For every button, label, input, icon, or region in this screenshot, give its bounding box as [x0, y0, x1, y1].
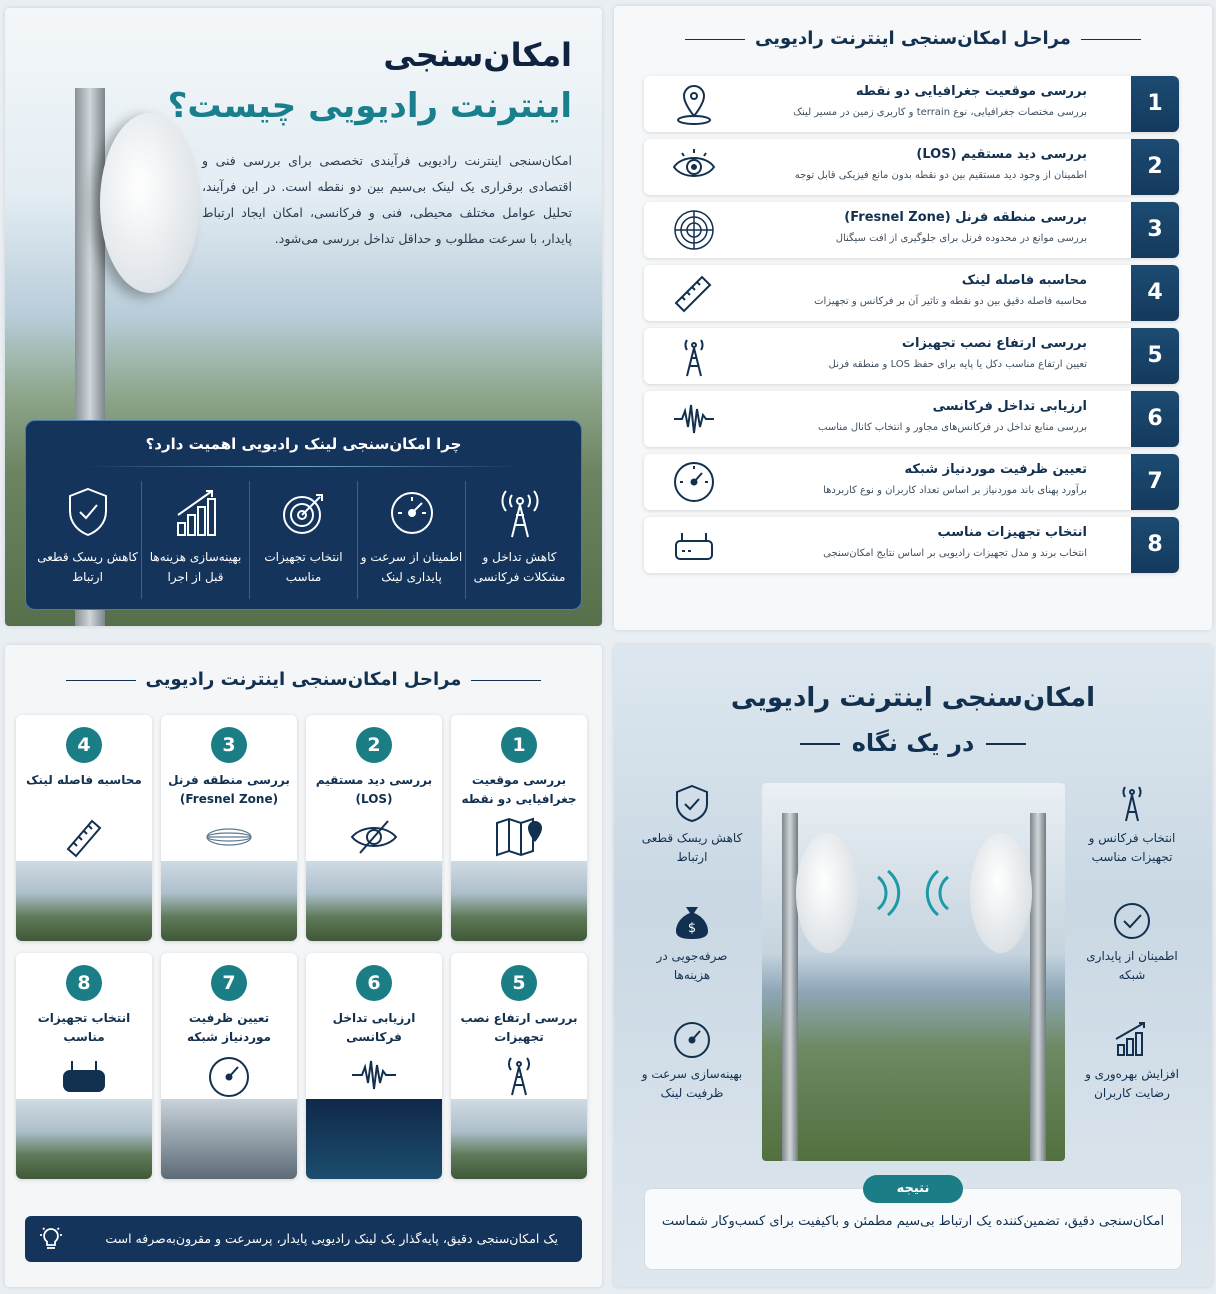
step-title: محاسبه فاصله لینک: [961, 273, 1087, 288]
step-number: 3: [1131, 202, 1179, 258]
card-number: 5: [501, 965, 537, 1001]
summary-banner: [25, 1216, 582, 1262]
card-title: بررسی منطقه فرنل (Fresnel Zone): [168, 773, 290, 806]
equipment-photo: [16, 1099, 152, 1179]
importance-box: [25, 420, 582, 610]
speedometer-icon: [388, 485, 436, 539]
importance-item: [249, 481, 357, 599]
step-card: [161, 953, 297, 1179]
speedometer-icon: [672, 1019, 712, 1059]
target-icon: [280, 485, 328, 539]
importance-item: [357, 481, 465, 599]
card-title: تعیین ظرفیت موردنیاز شبکه: [187, 1011, 271, 1044]
card-number: 2: [356, 727, 392, 763]
step-number: 4: [1131, 265, 1179, 321]
panel-steps-list: [614, 6, 1212, 630]
radio-dish-image: [100, 113, 200, 293]
importance-item: [141, 481, 249, 599]
link-photo: [762, 783, 1065, 1161]
tower-icon: [496, 485, 544, 539]
check-circle-icon: [1112, 901, 1152, 941]
step-row: [644, 517, 1179, 573]
step-row: [644, 265, 1179, 321]
step-card: [161, 715, 297, 941]
importance-label: کاهش تداخل و مشکلات فرکانسی: [473, 550, 566, 584]
step-number: 2: [1131, 139, 1179, 195]
lightbulb-icon: [37, 1225, 65, 1253]
gauge-icon: [205, 1053, 253, 1097]
tower-icon: [1112, 783, 1152, 823]
antenna-pole: [1030, 813, 1046, 1161]
money-bag-icon: [672, 901, 712, 941]
shield-check-icon: [672, 783, 712, 823]
importance-label: کاهش ریسک قطعی ارتباط: [37, 550, 138, 584]
importance-label: انتخاب تجهیزات مناسب: [264, 550, 343, 584]
panel-at-a-glance: [614, 645, 1212, 1287]
step-row: [644, 76, 1179, 132]
step-title: بررسی دید مستقیم (LOS): [916, 147, 1087, 162]
benefit-label: افزایش بهره‌وری و رضایت کاربران: [1085, 1067, 1179, 1100]
step-card: [306, 715, 442, 941]
panel-steps-grid: [5, 645, 602, 1287]
benefit-label: اطمینان از پایداری شبکه: [1086, 949, 1178, 982]
step-desc: برآورد پهنای باند موردنیاز بر اساس تعداد کاربران و نوع کاربردها: [823, 485, 1087, 496]
antenna-pole: [782, 813, 798, 1161]
fresnel-photo: [161, 861, 297, 941]
card-title: انتخاب تجهیزات مناسب: [37, 1011, 131, 1044]
step-title: ارزیابی تداخل فرکانسی: [932, 399, 1087, 414]
map-photo: [451, 861, 587, 941]
step-title: بررسی ارتفاع نصب تجهیزات: [901, 336, 1087, 351]
step-row: [644, 454, 1179, 510]
step-number: 6: [1131, 391, 1179, 447]
steps-grid-title: مراحل امکان‌سنجی اینترنت رادیویی: [5, 669, 602, 690]
waveform-icon: [350, 1053, 398, 1097]
shield-check-icon: [64, 485, 112, 539]
benefit-label: بهینه‌سازی سرعت و ظرفیت لینک: [641, 1067, 743, 1100]
importance-title: چرا امکان‌سنجی لینک رادیویی اهمیت دارد؟: [145, 435, 462, 453]
step-desc: اطمینان از وجود دید مستقیم بین دو نقطه بدون مانع فیزیکی قابل توجه: [794, 170, 1087, 181]
card-title: محاسبه فاصله لینک: [26, 773, 142, 787]
benefit-item: [637, 1019, 747, 1103]
step-desc: بررسی مختصات جغرافیایی، نوع terrain و کاربری زمین در مسیر لینک: [793, 107, 1087, 118]
result-text: امکان‌سنجی دقیق، تضمین‌کننده یک ارتباط بی‌سیم مطمئن و باکیفیت برای کسب‌وکار شماست: [661, 1214, 1165, 1229]
step-title: تعیین ظرفیت موردنیاز شبکه: [904, 462, 1087, 477]
intro-title-line1: امکان‌سنجی: [383, 36, 572, 74]
card-number: 4: [66, 727, 102, 763]
card-number: 3: [211, 727, 247, 763]
step-desc: محاسبه فاصله دقیق بین دو نقطه و تاثیر آن بر فرکانس و تجهیزات: [814, 296, 1087, 307]
importance-label: اطمینان از سرعت و پایداری لینک: [360, 550, 463, 584]
card-title: بررسی ارتفاع نصب تجهیزات: [460, 1011, 578, 1044]
glance-title-line1: امکان‌سنجی اینترنت رادیویی: [730, 683, 1096, 713]
eye-icon: [672, 145, 716, 189]
step-number: 8: [1131, 517, 1179, 573]
eye-icon: [350, 815, 398, 859]
step-card: [451, 715, 587, 941]
step-title: بررسی منطقه فرنل (Fresnel Zone): [844, 210, 1087, 225]
benefit-item: [1077, 901, 1187, 985]
step-number: 1: [1131, 76, 1179, 132]
benefit-item: [1077, 1019, 1187, 1103]
benefit-label: انتخاب فرکانس و تجهیزات مناسب: [1088, 831, 1176, 864]
step-card: [16, 715, 152, 941]
step-row: [644, 139, 1179, 195]
step-row: [644, 328, 1179, 384]
gauge-icon: [672, 460, 716, 504]
step-desc: انتخاب برند و مدل تجهیزات رادیویی بر اساس نتایج امکان‌سنجی: [823, 548, 1087, 559]
benefit-item: [1077, 783, 1187, 867]
steps-list-title: مراحل امکان‌سنجی اینترنت رادیویی: [614, 28, 1212, 49]
benefit-label: صرفه‌جویی در هزینه‌ها: [656, 949, 728, 982]
card-title: بررسی دید مستقیم (LOS): [315, 773, 433, 806]
signal-waves-icon: [858, 863, 968, 923]
radio-dish-image: [796, 833, 858, 953]
router-icon: [60, 1053, 108, 1097]
step-title: انتخاب تجهیزات مناسب: [937, 525, 1087, 540]
location-pin-icon: [672, 82, 716, 126]
importance-item: [465, 481, 573, 599]
result-tag: نتیجه: [863, 1175, 963, 1203]
benefit-label: کاهش ریسک قطعی ارتباط: [641, 831, 743, 864]
card-number: 7: [211, 965, 247, 1001]
step-desc: تعیین ارتفاع مناسب دکل یا پایه برای حفظ LOS و منطقه فرنل: [828, 359, 1087, 370]
glance-title-line2: در یک نگاه: [614, 729, 1212, 757]
fresnel-icon: [205, 815, 253, 859]
bar-chart-icon: [1112, 1019, 1152, 1059]
control-room-photo: [161, 1099, 297, 1179]
radio-dish-image: [970, 833, 1032, 953]
step-row: [644, 391, 1179, 447]
step-number: 5: [1131, 328, 1179, 384]
tower-icon: [672, 334, 716, 378]
importance-label: بهینه‌سازی هزینه‌ها قبل از اجرا: [149, 550, 242, 584]
tower-photo: [451, 1099, 587, 1179]
benefit-item: [637, 901, 747, 985]
spectrum-photo: [306, 1099, 442, 1179]
router-icon: [672, 523, 716, 567]
step-card: [306, 953, 442, 1179]
banner-text: یک امکان‌سنجی دقیق، پایه‌گذار یک لینک رادیویی پایدار، پرسرعت و مقرون‌به‌صرفه است: [105, 1231, 558, 1246]
intro-title-line2: اینترنت رادیویی چیست؟: [167, 86, 572, 126]
benefit-item: [637, 783, 747, 867]
waveform-icon: [672, 397, 716, 441]
step-title: بررسی موقعیت جغرافیایی دو نقطه: [855, 84, 1087, 99]
card-number: 6: [356, 965, 392, 1001]
step-desc: بررسی موانع در محدوده فرنل برای جلوگیری از افت سیگنال: [835, 233, 1087, 244]
step-card: [16, 953, 152, 1179]
divider: [86, 466, 521, 467]
card-title: بررسی موقعیت جغرافیایی دو نقطه: [461, 773, 577, 806]
tower-icon: [495, 1053, 543, 1097]
bar-chart-icon: [172, 485, 220, 539]
card-number: 8: [66, 965, 102, 1001]
step-row: [644, 202, 1179, 258]
ruler-icon: [60, 815, 108, 859]
step-desc: بررسی منابع تداخل در فرکانس‌های مجاور و انتخاب کانال مناسب: [818, 422, 1087, 433]
fresnel-icon: [672, 208, 716, 252]
panel-intro: [5, 8, 602, 626]
step-number: 7: [1131, 454, 1179, 510]
step-card: [451, 953, 587, 1179]
svg-text:$: $: [687, 921, 697, 936]
importance-item: [34, 481, 141, 599]
landscape-photo: [306, 861, 442, 941]
card-title: ارزیابی تداخل فرکانسی: [332, 1011, 416, 1044]
card-number: 1: [501, 727, 537, 763]
map-pin-icon: [495, 815, 543, 859]
distance-photo: [16, 861, 152, 941]
intro-body: امکان‌سنجی اینترنت رادیویی فرآیندی تخصصی برای بررسی فنی و اقتصادی برقراری یک لینک بی‌سیم بین دو نقطه است. در این فرآیند، تحلیل عوامل مختلف محیطی، فنی و فرکانسی، امکان ایجاد ارتباط پایدار، با سرعت مطلوب و حداقل تداخل بررسی می‌شود.: [202, 153, 572, 246]
ruler-icon: [672, 271, 716, 315]
